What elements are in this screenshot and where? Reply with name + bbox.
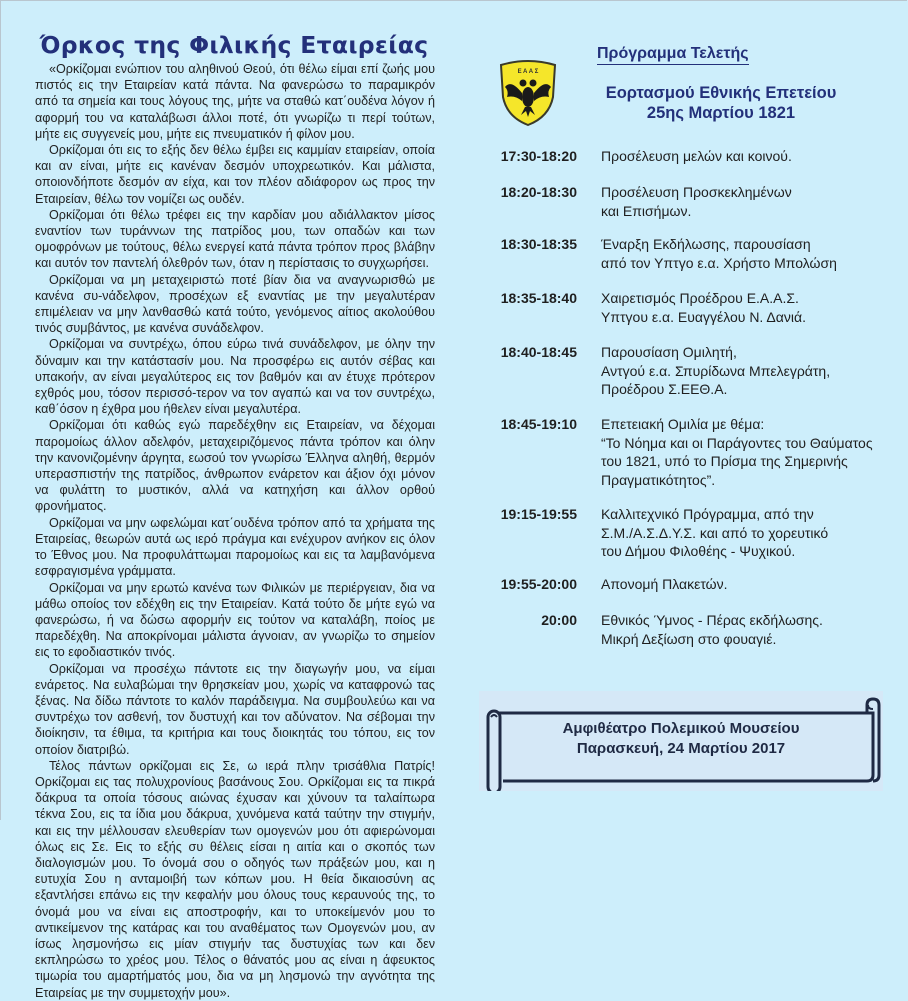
schedule-item bbox=[487, 415, 887, 489]
oath-paragraph: Ορκίζομαι να μην ερωτώ κανένα των Φιλικών με περιέργειαν, δια να μάθω οποίος τον εδέχθη εις την Εταιρείαν. Κατά τούτο δε μήτε εγώ να φανερώσω, ή να δώσω αφορμήν εις τούτον να καταλάβη, ποίος με παρεδέχθη. Να αποκρίνομαι μάλιστα άγνοιαν, αν γνωρίζω το σημείον εις το εφοδιαστικόν τινός. bbox=[35, 580, 435, 660]
schedule-description bbox=[601, 415, 873, 489]
description-line: Προσέλευση Προσκεκλημένων bbox=[601, 184, 792, 200]
schedule-description bbox=[601, 505, 828, 561]
oath-paragraph: Ορκίζομαι ότι καθώς εγώ παρεδέχθην εις Εταιρείαν, να δέχομαι παρομοίως άλλον αδελφόν, μεταχειριζόμενος πάντα τρόπον και όλην την κανονιζομένην άργητα, εωσού τον γνωρίσω Έλληνα αληθή, θερμόν υπερασπιστήν της πατρίδος, άνθρωπον ενάρετον και άξιον όχι μόνον να φυλάττη το μυστικόν, αλλά να κατηχήση και άλλον ορθού φρονήματος. bbox=[35, 418, 435, 514]
description-line: Υπτγου ε.α. Ευαγγέλου Ν. Δανιά. bbox=[601, 308, 806, 325]
schedule-item bbox=[487, 611, 887, 648]
schedule-item bbox=[487, 289, 887, 326]
schedule-time: 18:35-18:40 bbox=[500, 290, 577, 306]
description-line: και Επισήμων. bbox=[601, 202, 692, 219]
schedule-description bbox=[601, 611, 823, 648]
schedule-time: 20:00 bbox=[541, 612, 577, 628]
oath-paragraph: Ορκίζομαι ότι θέλω τρέφει εις την καρδίαν μου αδιάλλακτον μίσος εναντίον των τυράννων της πατρίδος μου, των οπαδών και των ομοφρόνων με τούτους, θέλω ενεργεί κατά πάντα τρόπον προς βλάβην και αυτόν τον παντελή όλεθρόν των, όταν η περίστασις το συγχωρήσει. bbox=[35, 207, 435, 271]
schedule-time: 18:40-18:45 bbox=[500, 344, 577, 360]
oath-paragraph: Ορκίζομαι να συντρέχω, όπου εύρω τινά συνάδελφον, με όλην την δύναμιν και την κατάστασίν μου. Να προσφέρω εις αυτόν σέβας και υπακοήν, αν είναι μεγαλύτερος εις τον βαθμόν και αν έτυχε πρότερον εχθρός μου, τόσον περισσό-τερον να τον αγαπώ και να τον συντρέχω, καθ΄όσον η έχθρα μου ήθελεν είναι μεγαλυτέρα. bbox=[35, 337, 435, 417]
venue-name: Αμφιθέατρο Πολεμικού Μουσείου bbox=[562, 720, 800, 737]
description-line: του Δήμου Φιλοθέης - Ψυχικού. bbox=[601, 543, 796, 559]
schedule-description bbox=[601, 289, 806, 326]
description-line: Σ.Μ./Α.Σ.Δ.Υ.Σ. και από το χορευτικό bbox=[601, 524, 829, 541]
venue-date: Παρασκευή, 24 Μαρτίου 2017 bbox=[576, 740, 786, 757]
double-headed-eagle-crest-icon bbox=[497, 57, 559, 127]
oath-paragraph: Ορκίζομαι να μη μεταχειριστώ ποτέ βίαν δια να αναγνωρισθώ με κανένα συ-νάδελφον, προσέχων εξ εναντίας με την μεγαλυτέραν επιμέλειαν να μην λανθασθώ κατά τούτο, γενόμενος αίτιος ακολούθου τινός συμβάντος, με κανένα συνάδελφον. bbox=[35, 272, 435, 336]
description-line: Παρουσίαση Ομιλητή, bbox=[601, 344, 737, 360]
event-title bbox=[561, 83, 881, 123]
description-line: του 1821, υπό το Πρίσμα της Σημερινής bbox=[601, 453, 848, 469]
event-title-line: Εορτασμού Εθνικής Επετείου bbox=[605, 84, 837, 102]
description-line: Καλλιτεχνικό Πρόγραμμα, από την bbox=[601, 506, 814, 522]
description-line: Εθνικός Ύμνος - Πέρας εκδήλωσης. bbox=[601, 612, 823, 628]
schedule-item bbox=[487, 235, 887, 272]
venue-info bbox=[491, 719, 871, 759]
oath-paragraph: Τέλος πάντων ορκίζομαι εις Σε, ω ιερά πλην τρισάθλια Πατρίς! Ορκίζομαι εις τας πολυχρονίους βασάνους Σου. Ορκίζομαι εις τα πικρά δάκρυα τα οποία τόσους αιώνας έχυσαν και χύνουν τα ταλαίπωρα τέκνα Σου, εις τα ίδια μου δάκρυα, χυνόμενα κατά ταύτην την στιγμήν, και εις την μέλλουσαν ελευθερίαν των ομογενών μου ότι αφιερώνομαι όλως εις Σε. Εις το εξής συ θέλεις είσαι η αιτία και ο σκοπός των διαλογισμών μου. Το όνομά σου ο οδηγός των πράξεών μου, και η ευτυχία Σου η ανταμοιβή των κόπων μου. Η θεία δικαιοσύνη ας εξαντλήσει επάνω εις την κεφαλήν μου όλους τους κεραυνούς της, το όνομά μου να είναι εις αποστροφήν, και το υποκείμενόν μου το αντικείμενον της κατάρας και του αναθέματος των Ομογενών μου, αν ίσως λησμονήσω εις μίαν στιγμήν τας δυστυχίας των και δεν εκπληρώσω το χρέος μου. Τέλος ο θάνατός μου ας είναι η άφευκτος τιμωρία του αμαρτήματός μου, δια να μη λησμονώ την αγνότητα της Εταιρείας με την συμμετοχήν μου». bbox=[35, 758, 435, 1000]
description-line: Έναρξη Εκδήλωσης, παρουσίαση bbox=[601, 236, 811, 252]
description-line: Προέδρου Σ.ΕΕΘ.Α. bbox=[601, 381, 728, 397]
schedule-item bbox=[487, 505, 887, 561]
schedule-time: 18:20-18:30 bbox=[500, 184, 577, 200]
schedule-item bbox=[487, 147, 887, 166]
description-line: Πραγματικότητος”. bbox=[601, 471, 716, 488]
schedule-item bbox=[487, 575, 887, 594]
event-title-line: 25ης Μαρτίου 1821 bbox=[646, 104, 796, 122]
description-line: Επετειακή Ομιλία με θέμα: bbox=[601, 416, 765, 432]
oath-paragraph: Ορκίζομαι να μην ωφελώμαι κατ΄ουδένα τρόπον από τα χρήματα της Εταιρείας, θεωρών αυτά ως ιερό πράγμα και ενέχυρον ανήκον εις όλον το Έθνος μου. Να προφυλάττωμαι παρομοίως και εις τα λαμβανόμενα εσφραγισμένα γράμματα. bbox=[35, 515, 435, 579]
description-line: Μικρή Δεξίωση στο φουαγιέ. bbox=[601, 630, 777, 647]
schedule-time: 18:30-18:35 bbox=[500, 236, 577, 252]
schedule-time: 18:45-19:10 bbox=[500, 416, 577, 432]
oath-title: Όρκος της Φιλικής Εταιρείας bbox=[39, 31, 429, 59]
svg-text:Ε Α Α Σ: Ε Α Α Σ bbox=[517, 69, 539, 75]
description-line: Χαιρετισμός Προέδρου Ε.Α.Α.Σ. bbox=[601, 290, 799, 306]
schedule-item bbox=[487, 343, 887, 399]
description-line: Απονομή Πλακετών. bbox=[601, 576, 728, 592]
program-heading: Πρόγραμμα Τελετής bbox=[597, 45, 749, 65]
schedule-description bbox=[601, 575, 728, 594]
schedule-description bbox=[601, 235, 837, 272]
schedule-time: 19:15-19:55 bbox=[500, 506, 577, 522]
schedule-description bbox=[601, 147, 792, 166]
schedule-item bbox=[487, 183, 887, 220]
oath-paragraph: Ορκίζομαι ότι εις το εξής δεν θέλω έμβει εις καμμίαν εταιρείαν, οποία και αν είναι, μήτε εις κανέναν δεσμόν υποχρεωτικόν. Και μάλιστα, οποιονδήποτε δεσμόν αν είχα, και τον πλέον αδιάφορον ως προς την Εταιρείαν, θέλω τον νομίζει ως ουδέν. bbox=[35, 143, 435, 206]
oath-paragraph: «Ορκίζομαι ενώπιον του αληθινού Θεού, ότι θέλω είμαι επί ζωής μου πιστός εις την Εταιρείαν κατά πάντα. Να φανερώσω το παραμικρόν από τα σημεία και τους λόγους της, μήτε να σταθώ κατ΄ουδένα λόγον ή αφορμή του να καταλάβωσι άλλοι ποτέ, ότι γνωρίζω τι περί τούτων, μήτε εις συγγενείς μου, μήτε εις πνευματικόν ή φίλον μου. bbox=[35, 62, 435, 141]
oath-text bbox=[35, 61, 435, 1001]
description-line: από τον Υπτγο ε.α. Χρήστο Μπολώση bbox=[601, 254, 837, 271]
schedule-description bbox=[601, 183, 792, 220]
oath-paragraph: Ορκίζομαι να προσέχω πάντοτε εις την διαγωγήν μου, να είμαι ενάρετος. Να ευλαβώμαι την θρησκείαν μου, χωρίς να καταφρονώ τας ξένας. Να δίδω πάντοτε το καλόν παράδειγμα. Να συμβουλεύω και να συντρέχω τον ασθενή, τον δυστυχή και τον αδύνατον. Να σέβομαι την διοίκησιν, τα έθιμα, τα κριτήρια και τους διοικητάς του τόπου, εις τον οποίον διατριβώ. bbox=[35, 661, 435, 757]
description-line: Προσέλευση μελών και κοινού. bbox=[601, 148, 792, 164]
description-line: Αντγού ε.α. Σπυρίδωνα Μπελεγράτη, bbox=[601, 362, 831, 379]
schedule-time: 19:55-20:00 bbox=[500, 576, 577, 592]
schedule-time: 17:30-18:20 bbox=[500, 148, 577, 164]
schedule-description bbox=[601, 343, 830, 399]
description-line: “Το Νόημα και οι Παράγοντες του Θαύματος bbox=[601, 434, 873, 451]
